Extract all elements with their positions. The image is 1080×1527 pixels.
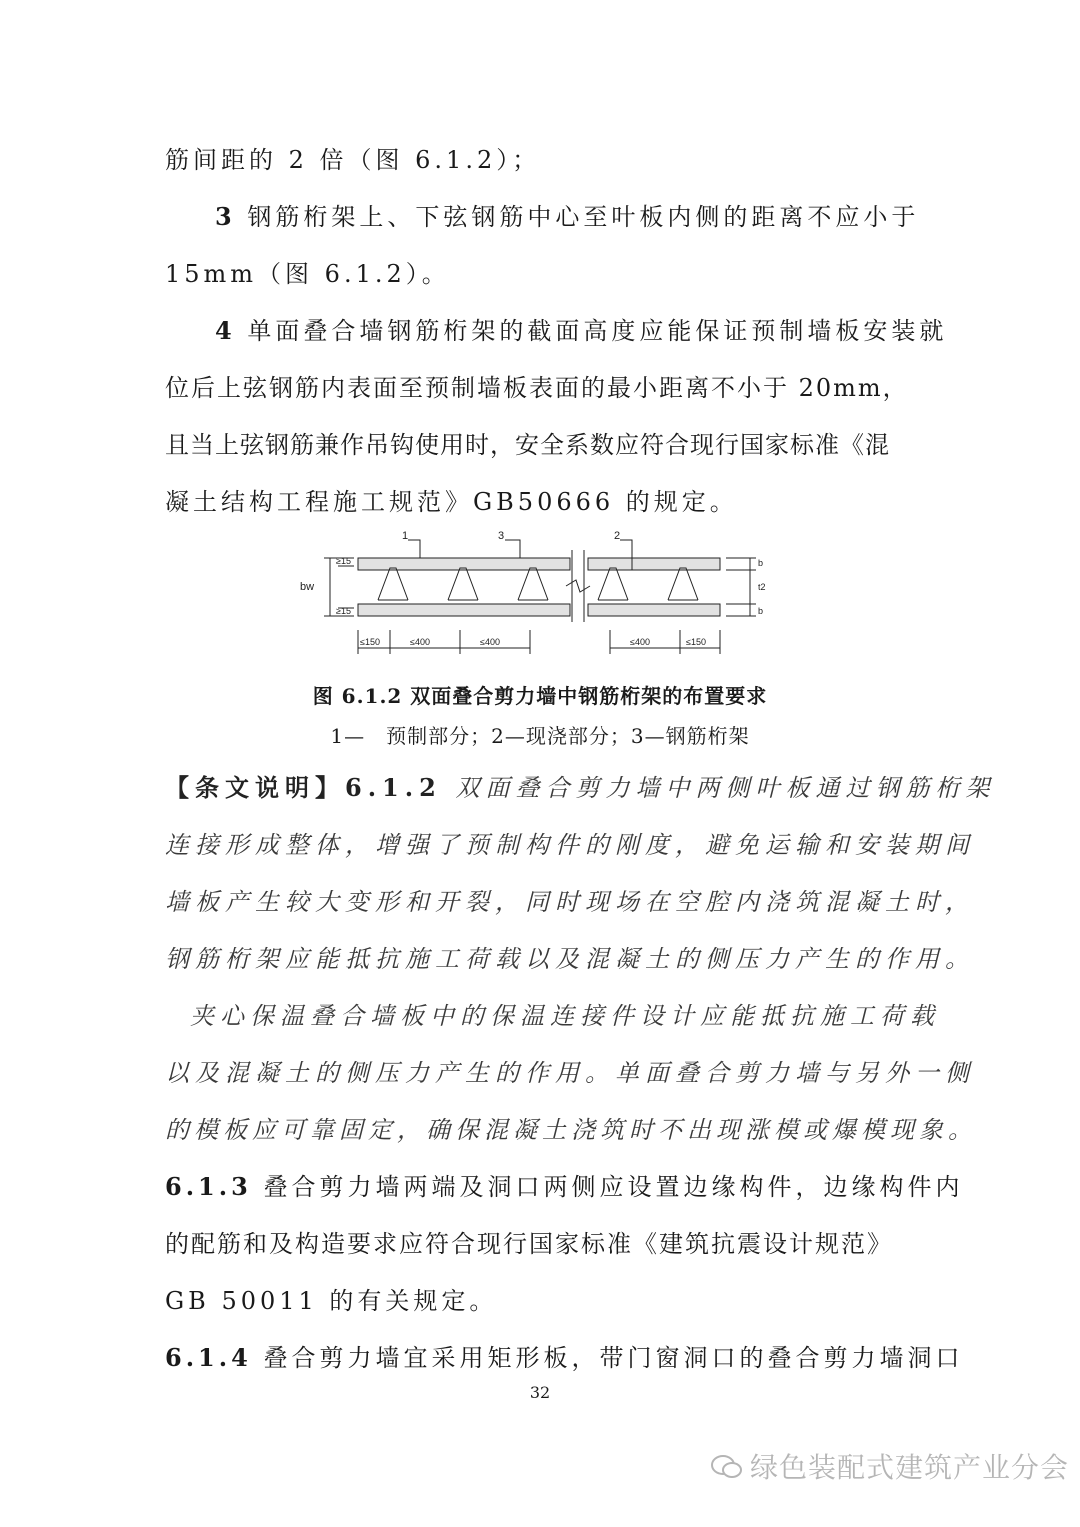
item-text: 钢筋桁架上、下弦钢筋中心至叶板内侧的距离不应小于 bbox=[235, 203, 920, 231]
spacing-label: ≤400 bbox=[630, 637, 650, 647]
item-text: 单面叠合墙钢筋桁架的截面高度应能保证预制墙板安装就 bbox=[235, 317, 948, 345]
text-line: 且当上弦钢筋兼作吊钩使用时，安全系数应符合现行国家标准《混 bbox=[165, 431, 890, 459]
item-number: 4 bbox=[215, 316, 236, 345]
item-number: 3 bbox=[215, 202, 236, 231]
wechat-icon bbox=[710, 1453, 744, 1481]
dim-label: b bbox=[758, 558, 764, 568]
clause-number: 6.1.3 bbox=[165, 1172, 252, 1201]
commentary-head: 【条文说明】6.1.2 bbox=[165, 773, 442, 802]
dim-label: bw bbox=[300, 581, 315, 593]
dim-label: ≥15 bbox=[336, 606, 351, 616]
commentary-line: 以及混凝土的侧压力产生的作用。单面叠合剪力墙与另外一侧 bbox=[165, 1059, 975, 1087]
watermark-text: 绿色装配式建筑产业分会 bbox=[750, 1451, 1070, 1484]
callout-label: 3 bbox=[498, 530, 505, 542]
text-line: 筋间距的 2 倍（图 6.1.2）； bbox=[165, 146, 541, 174]
callout-label: 2 bbox=[614, 530, 621, 542]
clause-line bbox=[165, 1172, 963, 1202]
commentary-line: 的模板应可靠固定，确保混凝土浇筑时不出现涨模或爆模现象。 bbox=[165, 1116, 977, 1144]
truss-layout-figure bbox=[280, 530, 800, 660]
clause-number: 6.1.4 bbox=[165, 1343, 252, 1372]
clause-line bbox=[165, 1343, 963, 1373]
figure-legend: 1— 预制部分；2—现浇部分；3—钢筋桁架 bbox=[330, 724, 750, 748]
text-line: 15mm（图 6.1.2）。 bbox=[165, 260, 450, 288]
text-line: 凝土结构工程施工规范》GB50666 的规定。 bbox=[165, 488, 738, 516]
clause-text: 叠合剪力墙宜采用矩形板，带门窗洞口的叠合剪力墙洞口 bbox=[251, 1344, 964, 1372]
callout-label: 1 bbox=[402, 530, 409, 542]
commentary-line: 墙板产生较大变形和开裂，同时现场在空腔内浇筑混凝土时， bbox=[165, 888, 975, 916]
spacing-label: ≤150 bbox=[360, 637, 380, 647]
dim-label: b bbox=[758, 606, 764, 616]
text-line bbox=[215, 202, 919, 232]
spacing-label: ≤400 bbox=[410, 637, 430, 647]
clause-line: GB 50011 的有关规定。 bbox=[165, 1287, 498, 1315]
watermark bbox=[710, 1446, 1069, 1486]
dim-label: ≥15 bbox=[336, 556, 351, 566]
page-number: 32 bbox=[529, 1383, 551, 1402]
commentary-line bbox=[165, 773, 995, 803]
text-line: 位后上弦钢筋内表面至预制墙板表面的最小距离不小于 20mm， bbox=[165, 374, 909, 402]
commentary-line: 夹心保温叠合墙板中的保温连接件设计应能抵抗施工荷载 bbox=[190, 1002, 940, 1030]
dim-label: t2 bbox=[758, 582, 766, 592]
commentary-line: 钢筋桁架应能抵抗施工荷载以及混凝土的侧压力产生的作用。 bbox=[165, 945, 975, 973]
clause-line: 的配筋和及构造要求应符合现行国家标准《建筑抗震设计规范》 bbox=[165, 1230, 893, 1258]
text-line bbox=[215, 316, 947, 346]
spacing-label: ≤400 bbox=[480, 637, 500, 647]
clause-text: 叠合剪力墙两端及洞口两侧应设置边缘构件，边缘构件内 bbox=[251, 1173, 964, 1201]
spacing-label: ≤150 bbox=[686, 637, 706, 647]
commentary-line: 连接形成整体，增强了预制构件的刚度，避免运输和安装期间 bbox=[165, 831, 975, 859]
figure-title: 图 6.1.2 双面叠合剪力墙中钢筋桁架的布置要求 bbox=[312, 684, 768, 708]
commentary-text: 双面叠合剪力墙中两侧叶板通过钢筋桁架 bbox=[441, 774, 996, 802]
